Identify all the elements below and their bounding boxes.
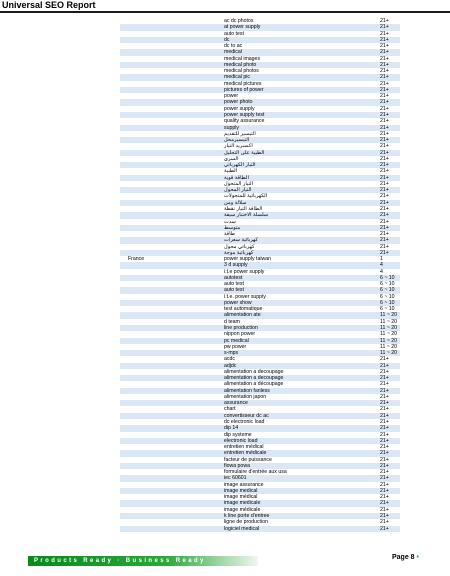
rank-cell: 21+ <box>380 180 389 187</box>
rank-cell: 21+ <box>380 500 389 507</box>
report-header <box>0 0 450 14</box>
rank-cell: 21+ <box>380 205 389 212</box>
keyword-cell: power <box>224 93 239 100</box>
rank-cell: 21+ <box>380 475 389 482</box>
keyword-cell: كهربائية سعرات <box>224 237 259 244</box>
rank-cell: 21+ <box>380 74 389 81</box>
rank-cell: 21+ <box>380 243 389 250</box>
rank-cell: 21+ <box>380 30 389 37</box>
keyword-cell: ac dc photos <box>224 18 254 24</box>
rank-cell: 11 ~ 20 <box>380 343 398 350</box>
keyword-cell: alimentation ate <box>224 312 261 319</box>
rank-cell: 21+ <box>380 444 389 451</box>
rank-cell: 21+ <box>380 456 389 463</box>
rank-cell: 21+ <box>380 149 389 156</box>
keyword-cell: power supply <box>224 105 255 112</box>
keyword-ranking-table <box>120 18 400 532</box>
keyword-cell: pictures of power <box>224 86 264 93</box>
keyword-cell: test automatique <box>224 306 263 313</box>
keyword-cell: dc electronic load <box>224 419 265 425</box>
rank-cell: 21+ <box>380 425 389 432</box>
keyword-cell: electronic load <box>224 437 258 444</box>
keyword-cell: image medicale <box>224 500 261 507</box>
keyword-cell: اكسبريد التيار <box>224 143 253 150</box>
rank-cell: 21+ <box>380 18 389 24</box>
rank-cell: 21+ <box>380 55 389 62</box>
country-cell: France <box>128 256 145 263</box>
rank-cell: 21+ <box>380 224 389 231</box>
rank-cell: 21+ <box>380 375 389 382</box>
keyword-cell: medical photos <box>224 68 259 75</box>
rank-cell: 21+ <box>380 406 389 413</box>
keyword-cell: power photo <box>224 99 253 106</box>
rank-cell: 21+ <box>380 469 389 476</box>
rank-cell: 11 ~ 20 <box>380 331 398 338</box>
keyword-cell: image médicale <box>224 506 261 513</box>
keyword-cell: medical pic <box>224 74 250 81</box>
keyword-cell: line production <box>224 325 258 332</box>
keyword-cell: alimentation japon <box>224 393 267 400</box>
rank-cell: 6 ~ 10 <box>380 281 395 288</box>
rank-cell: 21+ <box>380 187 389 194</box>
keyword-cell: alimentation fanless <box>224 387 270 394</box>
keyword-cell: الطبية على التحليل <box>224 149 265 156</box>
keyword-cell: convertisseur dc ac <box>224 412 269 419</box>
keyword-cell: الطبية <box>224 168 238 175</box>
rank-cell: 6 ~ 10 <box>380 293 395 300</box>
header-rule <box>0 11 450 13</box>
keyword-cell: assurance <box>224 400 248 407</box>
footer-banner <box>28 556 258 566</box>
rank-cell: 11 ~ 20 <box>380 318 398 325</box>
rank-cell: 21+ <box>380 437 389 444</box>
keyword-cell: power supply taiwan <box>224 256 272 263</box>
rank-cell: 21+ <box>380 218 389 225</box>
keyword-cell: ligne de production <box>224 519 268 526</box>
rank-cell: 21+ <box>380 519 389 526</box>
rank-cell: 21+ <box>380 237 389 244</box>
keyword-cell: dc <box>224 36 230 43</box>
keyword-cell: pw power <box>224 343 247 350</box>
keyword-cell: fiowa powa <box>224 462 250 469</box>
rank-cell: 21+ <box>380 80 389 87</box>
rank-cell: 21+ <box>380 86 389 93</box>
rank-cell: 6 ~ 10 <box>380 274 395 281</box>
rank-cell: 21+ <box>380 168 389 175</box>
keyword-cell: chart <box>224 406 236 413</box>
keyword-cell: التيار المتحول <box>224 180 254 187</box>
rank-cell: 21+ <box>380 49 389 56</box>
rank-cell: 21+ <box>380 36 389 43</box>
keyword-cell: medical photo <box>224 61 257 68</box>
keyword-cell: autotest <box>224 274 243 281</box>
rank-cell: 21+ <box>380 481 389 488</box>
keyword-cell: image médical <box>224 494 258 501</box>
rank-cell: 21+ <box>380 494 389 501</box>
rank-cell: 21+ <box>380 249 389 256</box>
keyword-cell: k line porte d'entree <box>224 512 270 519</box>
footer-banner-text: Products Ready · Business Ready <box>34 558 206 564</box>
rank-cell: 21+ <box>380 362 389 369</box>
keyword-cell: quality assurance <box>224 118 265 125</box>
report-title: Universal SEO Report <box>2 0 96 10</box>
rank-cell: 11 ~ 20 <box>380 350 398 357</box>
rank-cell: 21+ <box>380 137 389 144</box>
keyword-cell: dc to ac <box>224 43 243 50</box>
keyword-cell: entretien médical <box>224 444 264 451</box>
keyword-cell: pc medical <box>224 337 249 344</box>
keyword-cell: logiciel medical <box>224 525 260 532</box>
keyword-cell: adjdc <box>224 362 237 369</box>
rank-cell: 21+ <box>380 118 389 125</box>
rank-cell: 6 ~ 10 <box>380 299 395 306</box>
keyword-cell: التيسيرمحل <box>224 137 250 144</box>
rank-cell: 21+ <box>380 381 389 388</box>
keyword-cell: image assurance <box>224 481 264 488</box>
keyword-cell: image medical <box>224 487 258 494</box>
keyword-cell: power supply test <box>224 111 265 118</box>
keyword-cell: سلسلة الاختبار سيقة <box>224 212 269 219</box>
keyword-cell: nippon power <box>224 331 256 338</box>
rank-cell: 6 ~ 10 <box>380 287 395 294</box>
rank-cell: 21+ <box>380 356 389 363</box>
keyword-cell: الكهربائية للمتحولات <box>224 193 268 200</box>
page-bullet-icon: • <box>416 554 419 561</box>
keyword-cell: dip 14 <box>224 425 239 432</box>
rank-cell: 6 ~ 10 <box>380 306 395 313</box>
keyword-cell: iec 60601 <box>224 475 247 482</box>
keyword-cell: auto test <box>224 281 244 288</box>
keyword-cell: التيار الكهربائي <box>224 162 256 169</box>
rank-cell: 21+ <box>380 124 389 131</box>
rank-cell: 21+ <box>380 487 389 494</box>
rank-cell: 21+ <box>380 24 389 31</box>
keyword-cell: supply <box>224 124 239 131</box>
rank-cell: 21+ <box>380 68 389 75</box>
rank-cell: 21+ <box>380 506 389 513</box>
rank-cell: 21+ <box>380 368 389 375</box>
keyword-cell: التيسير للتقديم <box>224 130 256 137</box>
rank-cell: 1 <box>380 256 383 263</box>
keyword-cell: سلالة ومن <box>224 199 247 206</box>
rank-cell: 11 ~ 20 <box>380 337 398 344</box>
rank-cell: 21+ <box>380 105 389 112</box>
rank-cell: 21+ <box>380 111 389 118</box>
rank-cell: 21+ <box>380 174 389 181</box>
page-label: Page 8 <box>392 554 415 561</box>
keyword-cell: dip systeme <box>224 431 252 438</box>
rank-cell: 4 <box>380 262 383 269</box>
keyword-cell: d team <box>224 318 240 325</box>
keyword-cell: alimentation a découpage <box>224 381 284 388</box>
keyword-cell: 3 d supply <box>224 262 248 269</box>
keyword-cell: acdc <box>224 356 235 363</box>
rank-cell: 21+ <box>380 525 389 532</box>
keyword-cell: medical images <box>224 55 261 62</box>
keyword-cell: الطاقة قوية <box>224 174 249 181</box>
rank-cell: 21+ <box>380 212 389 219</box>
keyword-cell: medical <box>224 49 242 56</box>
keyword-cell: الطاقة التيار نقطة <box>224 205 263 212</box>
keyword-cell: entretien médicale <box>224 450 267 457</box>
rank-cell: 11 ~ 20 <box>380 312 398 319</box>
keyword-cell: طاقة <box>224 231 235 238</box>
table-row <box>120 526 400 532</box>
rank-cell: 21+ <box>380 419 389 425</box>
keyword-cell: s-mps <box>224 350 239 357</box>
keyword-cell: متوسط <box>224 224 241 231</box>
rank-cell: 21+ <box>380 143 389 150</box>
keyword-cell: السري <box>224 155 239 162</box>
keyword-cell: alimentation a decoupage <box>224 375 284 382</box>
rank-cell: 21+ <box>380 43 389 50</box>
rank-cell: 21+ <box>380 431 389 438</box>
keyword-cell: سدت <box>224 218 236 225</box>
rank-cell: 21+ <box>380 462 389 469</box>
rank-cell: 4 <box>380 268 383 275</box>
rank-cell: 11 ~ 20 <box>380 325 398 332</box>
rank-cell: 21+ <box>380 512 389 519</box>
rank-cell: 21+ <box>380 130 389 137</box>
rank-cell: 21+ <box>380 231 389 238</box>
keyword-cell: facteur de puissance <box>224 456 272 463</box>
rank-cell: 21+ <box>380 193 389 200</box>
keyword-cell: i.t.e power supply <box>224 268 265 275</box>
rank-cell: 21+ <box>380 93 389 100</box>
keyword-cell: i.t.e. power supply <box>224 293 266 300</box>
rank-cell: 21+ <box>380 400 389 407</box>
rank-cell: 21+ <box>380 99 389 106</box>
rank-cell: 21+ <box>380 412 389 419</box>
keyword-cell: auto test <box>224 30 244 37</box>
rank-cell: 21+ <box>380 393 389 400</box>
keyword-cell: كهربائية موجة <box>224 249 254 256</box>
rank-cell: 21+ <box>380 162 389 169</box>
rank-cell: 21+ <box>380 199 389 206</box>
keyword-cell: alimentation a decoupage <box>224 368 284 375</box>
keyword-cell: auto test <box>224 287 244 294</box>
keyword-cell: medical pictures <box>224 80 262 87</box>
keyword-cell: at power supply <box>224 24 261 31</box>
keyword-cell: formulaire d'entrée aux usa <box>224 469 287 476</box>
rank-cell: 21+ <box>380 387 389 394</box>
rank-cell: 21+ <box>380 450 389 457</box>
rank-cell: 21+ <box>380 155 389 162</box>
keyword-cell: كهربائي محول <box>224 243 255 250</box>
keyword-cell: power show <box>224 299 252 306</box>
page-number <box>392 554 419 561</box>
rank-cell: 21+ <box>380 61 389 68</box>
keyword-cell: التيار المحول <box>224 187 252 194</box>
